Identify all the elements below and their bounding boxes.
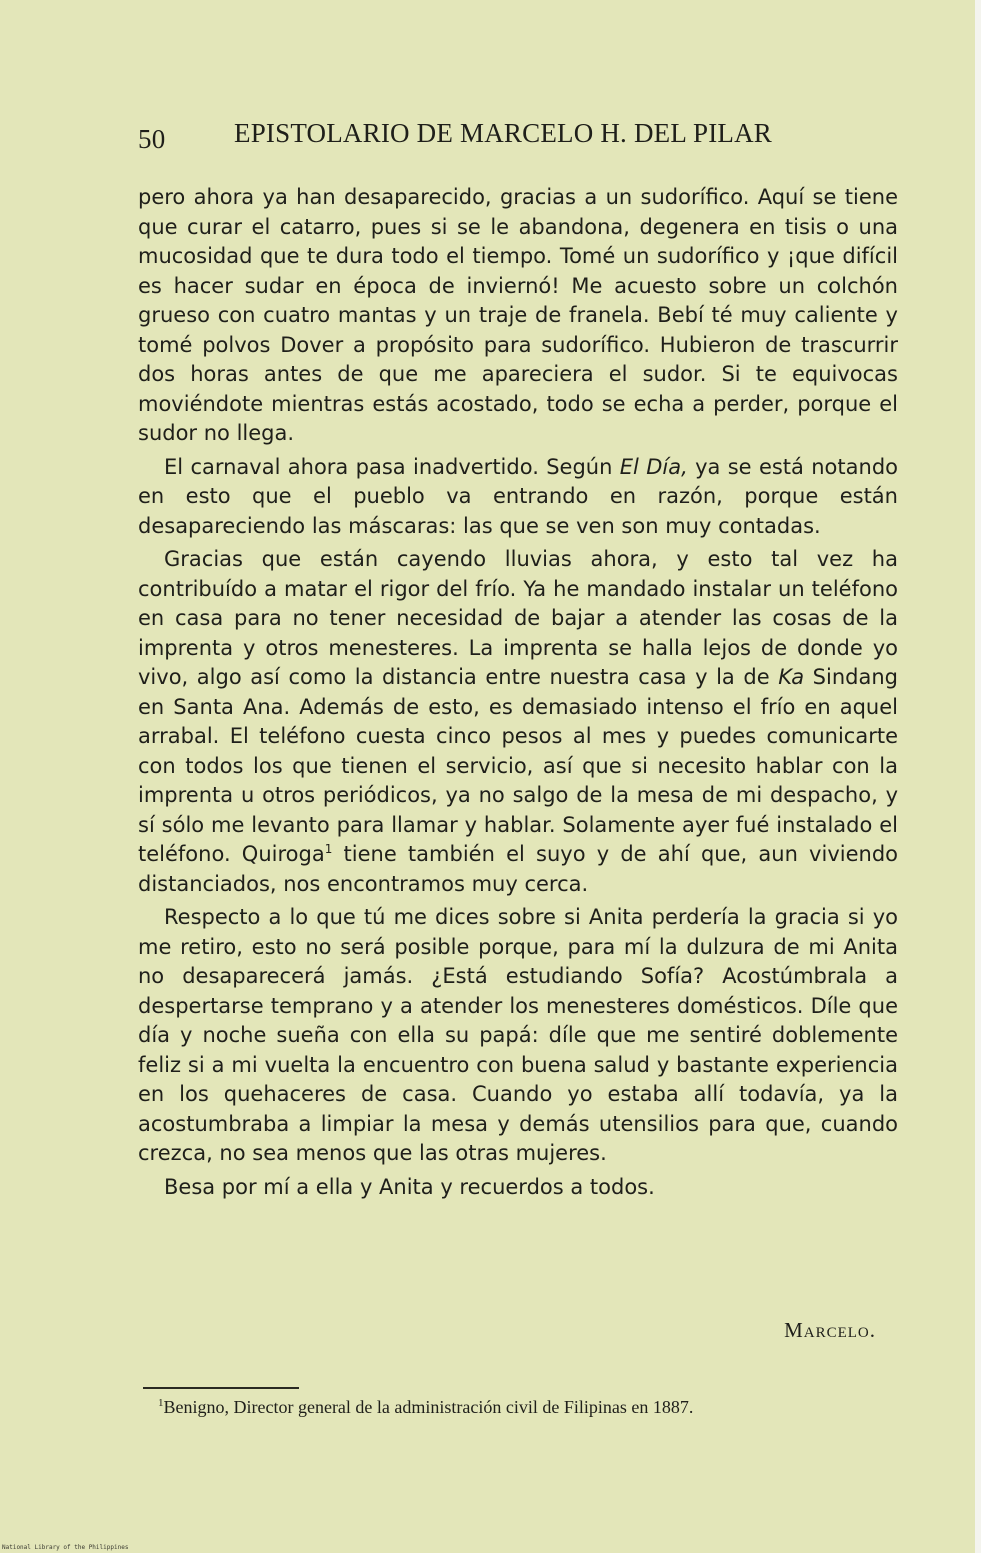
signature: Marcelo. [784,1318,876,1342]
footnote-divider [143,1387,299,1389]
ka-honorific: Ka [778,665,805,689]
paragraph-3-text-b: Sindang en Santa Ana. Además de esto, es demasiado intenso el frío en aquel arrabal. El teléfono cuesta cinco pesos al mes y puedes comunicarte con todos los que tienen el servicio, así que si necesito hablar con la imprenta u otros periódicos, ya no salgo de la mesa de mi despacho, y sí sólo me levanto para llamar y hablar. Solamente ayer fué instalado el teléfono. Quiroga [138,665,898,866]
paragraph-1 [138,183,898,449]
footnote-text: Benigno, Director general de la administración civil de Filipinas en 1887. [163,1397,694,1417]
running-title: EPISTOLARIO DE MARCELO H. DEL PILAR [234,118,772,148]
paragraph-5-text: Besa por mí a ella y Anita y recuerdos a todos. [164,1174,655,1199]
paragraph-3-text-a: Gracias que están cayendo lluvias ahora, y esto tal vez ha contribuído a matar el rigor del frío. Ya he mandado instalar un teléfono en casa para no tener necesidad de bajar a atender las cosas de la imprenta y otros menesteres. La imprenta se halla lejos de donde yo vivo, algo así como la distancia entre nuestra casa y la de [138,547,898,689]
footnote-reference: 1 [324,842,333,856]
page-edge [975,0,981,1553]
footnote-marker: 1 [158,1397,164,1409]
paragraph-1-text: pero ahora ya han desaparecido, gracias a un sudorífico. Aquí se tiene que curar el catarro, pues si se le abandona, degenera en tisis o una mucosidad que te dura todo el tiempo. Tomé un sudorífico y ¡que difícil es hacer sudar en época de inviernó! Me acuesto sobre un colchón grueso con cuatro mantas y un traje de franela. Bebí té muy caliente y tomé polvos Dover a propósito para sudorífico. Hubieron de trascurrir dos horas antes de que me apareciera el sudor. Si te equivocas moviéndote mientras estás acostado, todo se echa a perder, porque el sudor no llega. [138,185,898,445]
paragraph-3-text-c: tiene también el suyo y de ahí que, aun viviendo distanciados, nos encontramos muy cerca. [138,842,898,896]
library-credit: National Library of the Philippines [2,1544,129,1551]
paragraph-4-text: Respecto a lo que tú me dices sobre si Anita perdería la gracia si yo me retiro, esto no será posible porque, para mí la dulzura de mi Anita no desaparecerá jamás. ¿Está estudiando Sofía? Acostúmbrala a despertarse temprano y a atender los menesteres domésticos. Díle que día y noche sueña con ella su papá: díle que me sentiré doblemente feliz si a mi vuelta la encuentro con buena salud y bastante experiencia en los quehaceres de casa. Cuando yo estaba allí todavía, ya la acostumbraba a limpiar la mesa y demás utensilios para que, cuando crezca, no sea menos que las otras mujeres. [138,905,898,1165]
paragraph-2-text-b: ya se está notando en esto que el pueblo va entrando en razón, porque están desapareciendo las máscaras: las que se ven son muy contadas. [138,454,899,538]
newspaper-title: El Día, [619,454,688,479]
running-header [138,118,808,158]
paragraph-5 [138,1173,898,1203]
letter-body [138,183,898,1206]
paragraph-2 [138,453,898,542]
paragraph-3 [138,545,898,899]
page-number: 50 [138,124,166,154]
footnote [140,1398,897,1417]
paragraph-4 [138,903,898,1169]
paragraph-2-text-a: El carnaval ahora pasa inadvertido. Según [164,454,620,479]
